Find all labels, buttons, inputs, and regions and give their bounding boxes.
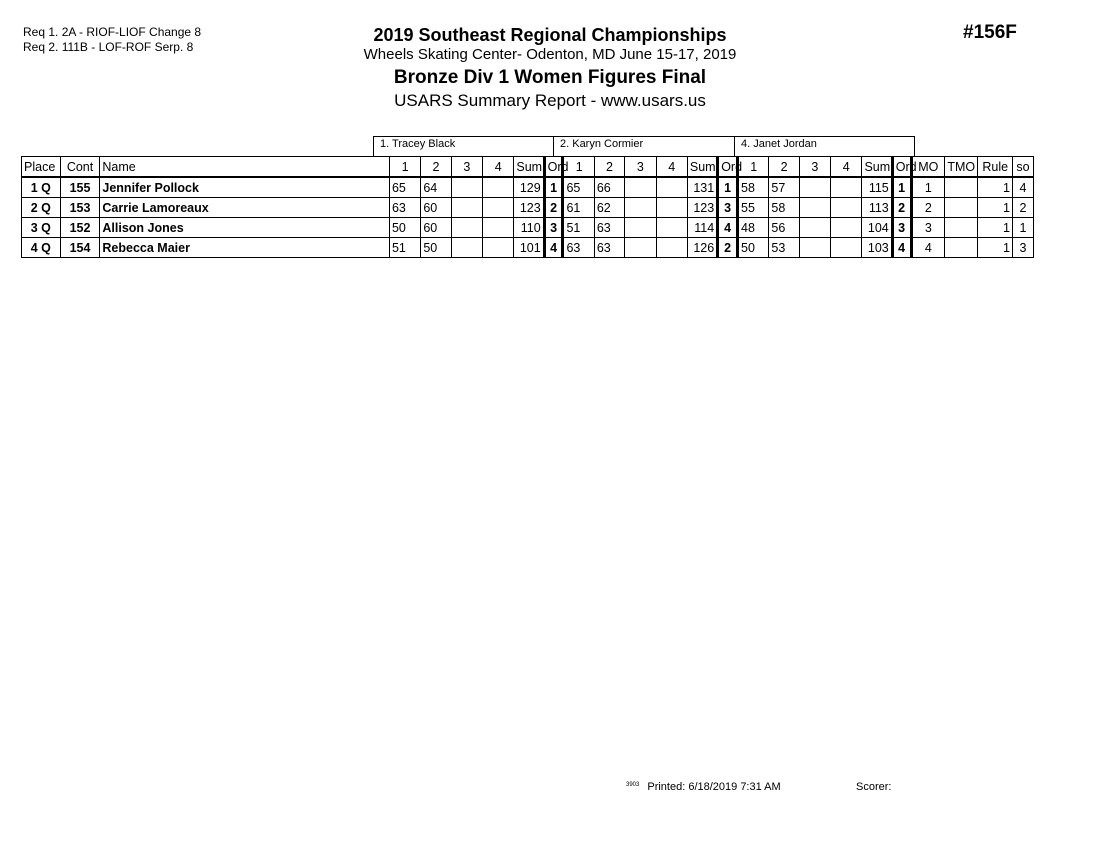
score-cell: 56 (769, 218, 799, 238)
score-cell (625, 238, 656, 258)
score-cell: 57 (769, 177, 799, 198)
event-number: #156F (963, 22, 1017, 43)
requirement-2: Req 2. 111B - LOF-ROF Serp. 8 (23, 40, 194, 54)
col-so: so (1012, 157, 1033, 178)
mo-cell: 1 (911, 177, 944, 198)
judge-1-header: 1. Tracey Black (373, 136, 554, 156)
skater-name-cell: Rebecca Maier (100, 238, 390, 258)
judge-2-header: 2. Karyn Cormier (553, 136, 735, 156)
score-cell (625, 198, 656, 218)
col-judge3-score1: 1 (738, 157, 769, 178)
col-mo: MO (911, 157, 944, 178)
col-judge1-score4: 4 (483, 157, 514, 178)
score-cell (656, 238, 687, 258)
cont-cell: 154 (60, 238, 100, 258)
col-judge3-ord: Ord (892, 157, 911, 178)
col-judge1-ord: Ord (544, 157, 563, 178)
rule-cell: 1 (978, 177, 1013, 198)
ordinal-cell: 4 (892, 238, 911, 258)
col-judge2-score4: 4 (656, 157, 687, 178)
championship-title: 2019 Southeast Regional Championships (373, 25, 727, 45)
score-cell: 63 (563, 238, 594, 258)
score-cell: 61 (563, 198, 594, 218)
col-judge2-score3: 3 (625, 157, 656, 178)
score-cell: 64 (421, 177, 451, 198)
sum-cell: 123 (514, 198, 544, 218)
col-cont: Cont (60, 157, 100, 178)
place-cell: 2 Q (22, 198, 61, 218)
place-cell: 4 Q (22, 238, 61, 258)
col-rule: Rule (978, 157, 1013, 178)
cont-cell: 155 (60, 177, 100, 198)
ordinal-cell: 1 (718, 177, 738, 198)
score-cell: 65 (563, 177, 594, 198)
col-judge1-sum: Sum (514, 157, 544, 178)
so-cell: 2 (1012, 198, 1033, 218)
report-header (280, 24, 820, 112)
report-code: 3903 (626, 782, 640, 788)
skater-name-cell: Allison Jones (100, 218, 390, 238)
event-title: Bronze Div 1 Women Figures Final (393, 67, 707, 88)
judge-3-header: 4. Janet Jordan (734, 136, 915, 156)
print-info (626, 781, 781, 793)
score-cell (451, 177, 482, 198)
sum-cell: 103 (862, 238, 892, 258)
col-tmo: TMO (945, 157, 978, 178)
col-judge3-sum: Sum (862, 157, 892, 178)
score-cell: 63 (594, 238, 624, 258)
tmo-cell (945, 198, 978, 218)
so-cell: 1 (1012, 218, 1033, 238)
tmo-cell (945, 177, 978, 198)
table-row (22, 198, 1034, 218)
score-cell (483, 177, 514, 198)
score-cell (483, 218, 514, 238)
mo-cell: 3 (911, 218, 944, 238)
score-cell: 66 (594, 177, 624, 198)
column-header-row (22, 157, 1034, 178)
scorer-label: Scorer: (856, 781, 892, 793)
score-cell: 65 (389, 177, 420, 198)
col-judge3-score2: 2 (769, 157, 799, 178)
score-cell (625, 177, 656, 198)
score-cell (831, 238, 862, 258)
judge-header-end-line (914, 136, 915, 156)
score-cell: 51 (563, 218, 594, 238)
skater-name-cell: Carrie Lamoreaux (100, 198, 390, 218)
table-row (22, 177, 1034, 198)
ordinal-cell: 3 (544, 218, 563, 238)
sum-cell: 115 (862, 177, 892, 198)
sum-cell: 113 (862, 198, 892, 218)
score-cell (831, 198, 862, 218)
table-row (22, 238, 1034, 258)
place-cell: 3 Q (22, 218, 61, 238)
score-cell (451, 218, 482, 238)
rule-cell: 1 (978, 198, 1013, 218)
col-judge1-score3: 3 (451, 157, 482, 178)
score-cell: 60 (421, 198, 451, 218)
score-cell: 58 (769, 198, 799, 218)
ordinal-cell: 2 (718, 238, 738, 258)
cont-cell: 153 (60, 198, 100, 218)
score-cell: 48 (738, 218, 769, 238)
score-cell: 63 (594, 218, 624, 238)
score-cell (799, 238, 830, 258)
col-judge1-score1: 1 (389, 157, 420, 178)
place-cell: 1 Q (22, 177, 61, 198)
score-cell (656, 198, 687, 218)
requirement-1: Req 1. 2A - RIOF-LIOF Change 8 (23, 25, 202, 39)
ordinal-cell: 2 (892, 198, 911, 218)
score-cell: 51 (389, 238, 420, 258)
score-cell: 63 (389, 198, 420, 218)
ordinal-cell: 2 (544, 198, 563, 218)
col-judge2-sum: Sum (687, 157, 717, 178)
score-cell (656, 177, 687, 198)
ordinal-cell: 3 (718, 198, 738, 218)
so-cell: 4 (1012, 177, 1033, 198)
col-name: Name (100, 157, 390, 178)
sum-cell: 129 (514, 177, 544, 198)
rule-cell: 1 (978, 238, 1013, 258)
so-cell: 3 (1012, 238, 1033, 258)
skater-name-cell: Jennifer Pollock (100, 177, 390, 198)
score-cell (799, 177, 830, 198)
ordinal-cell: 3 (892, 218, 911, 238)
score-cell: 62 (594, 198, 624, 218)
col-place: Place (22, 157, 61, 178)
tmo-cell (945, 218, 978, 238)
results-table (21, 156, 1034, 258)
tmo-cell (945, 238, 978, 258)
score-cell (451, 198, 482, 218)
score-cell (831, 177, 862, 198)
col-judge2-score2: 2 (594, 157, 624, 178)
score-cell (451, 238, 482, 258)
score-cell: 50 (738, 238, 769, 258)
score-cell (483, 238, 514, 258)
printed-timestamp: Printed: 6/18/2019 7:31 AM (647, 781, 781, 793)
score-cell: 60 (421, 218, 451, 238)
venue-and-dates: Wheels Skating Center- Odenton, MD June 15-17, 2019 (363, 46, 737, 63)
mo-cell: 4 (911, 238, 944, 258)
col-judge1-score2: 2 (421, 157, 451, 178)
sum-cell: 131 (687, 177, 717, 198)
score-cell (656, 218, 687, 238)
score-cell: 50 (389, 218, 420, 238)
score-cell (483, 198, 514, 218)
score-cell: 53 (769, 238, 799, 258)
sum-cell: 101 (514, 238, 544, 258)
cont-cell: 152 (60, 218, 100, 238)
ordinal-cell: 4 (544, 238, 563, 258)
sum-cell: 123 (687, 198, 717, 218)
sum-cell: 126 (687, 238, 717, 258)
col-judge2-score1: 1 (563, 157, 594, 178)
score-cell (799, 218, 830, 238)
sum-cell: 110 (514, 218, 544, 238)
score-cell: 58 (738, 177, 769, 198)
score-cell: 55 (738, 198, 769, 218)
figure-requirements (23, 25, 201, 55)
table-row (22, 218, 1034, 238)
ordinal-cell: 1 (892, 177, 911, 198)
rule-cell: 1 (978, 218, 1013, 238)
sum-cell: 104 (862, 218, 892, 238)
score-cell: 50 (421, 238, 451, 258)
score-cell (799, 198, 830, 218)
ordinal-cell: 4 (718, 218, 738, 238)
col-judge3-score4: 4 (831, 157, 862, 178)
report-subtitle: USARS Summary Report - www.usars.us (394, 91, 706, 110)
ordinal-cell: 1 (544, 177, 563, 198)
col-judge3-score3: 3 (799, 157, 830, 178)
col-judge2-ord: Ord (718, 157, 738, 178)
score-cell (625, 218, 656, 238)
score-cell (831, 218, 862, 238)
sum-cell: 114 (687, 218, 717, 238)
mo-cell: 2 (911, 198, 944, 218)
